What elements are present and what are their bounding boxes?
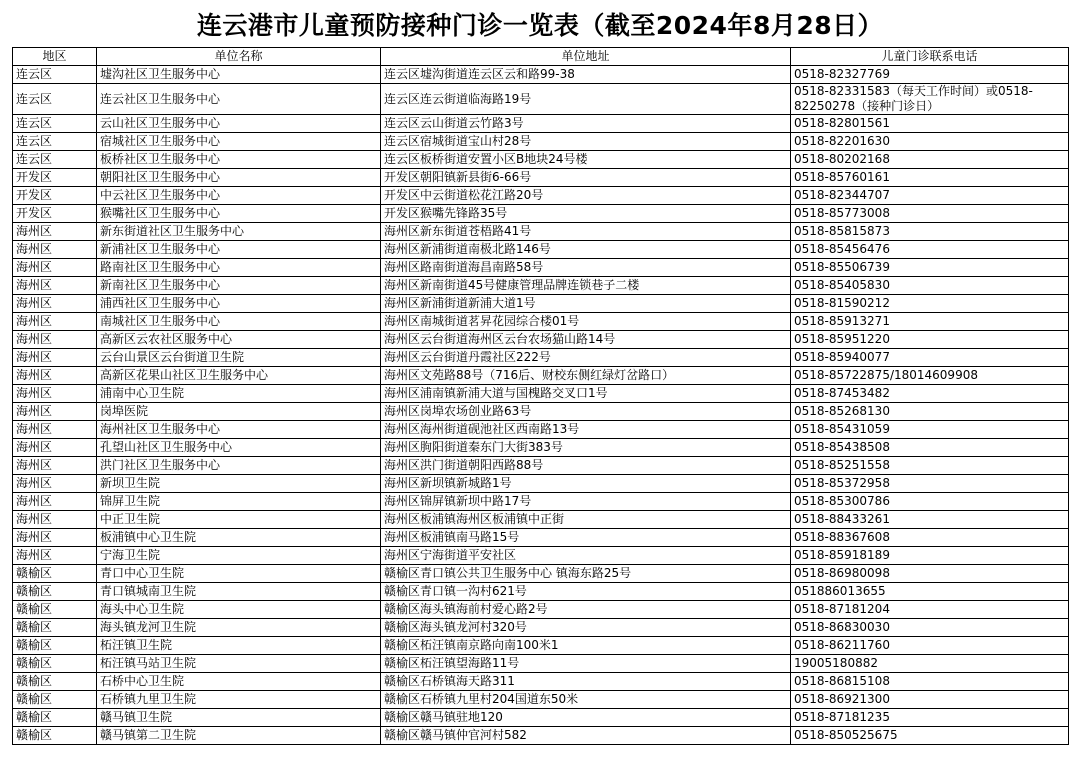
cell-unit-address: 开发区猴嘴先锋路35号: [381, 205, 791, 223]
table-row: [13, 673, 1069, 691]
cell-unit-name: 高新区云农社区服务中心: [97, 331, 381, 349]
table-row: [13, 367, 1069, 385]
cell-region: 海州区: [13, 241, 97, 259]
cell-phone: 0518-87181204: [791, 601, 1069, 619]
cell-phone: 19005180882: [791, 655, 1069, 673]
cell-phone: 0518-85431059: [791, 421, 1069, 439]
table-row: [13, 601, 1069, 619]
table-row: [13, 385, 1069, 403]
table-row: [13, 151, 1069, 169]
cell-unit-address: 开发区中云街道松花江路20号: [381, 187, 791, 205]
cell-unit-name: 连云社区卫生服务中心: [97, 84, 381, 115]
table-row: [13, 493, 1069, 511]
cell-unit-address: 赣榆区青口镇一沟村621号: [381, 583, 791, 601]
cell-unit-name: 新浦社区卫生服务中心: [97, 241, 381, 259]
cell-unit-address: 赣榆区海头镇海前村爱心路2号: [381, 601, 791, 619]
cell-phone: 0518-88433261: [791, 511, 1069, 529]
table-row: [13, 691, 1069, 709]
cell-phone: 051886013655: [791, 583, 1069, 601]
cell-region: 开发区: [13, 187, 97, 205]
cell-unit-address: 海州区浦南镇新浦大道与国槐路交叉口1号: [381, 385, 791, 403]
cell-unit-address: 赣榆区海头镇龙河村320号: [381, 619, 791, 637]
cell-unit-address: 连云区墟沟街道连云区云和路99-38: [381, 66, 791, 84]
cell-region: 海州区: [13, 403, 97, 421]
cell-phone: 0518-85506739: [791, 259, 1069, 277]
cell-phone: 0518-85405830: [791, 277, 1069, 295]
cell-region: 海州区: [13, 223, 97, 241]
cell-phone: 0518-85300786: [791, 493, 1069, 511]
cell-phone: 0518-850525675: [791, 727, 1069, 745]
cell-region: 海州区: [13, 313, 97, 331]
cell-phone: 0518-85372958: [791, 475, 1069, 493]
table-row: [13, 313, 1069, 331]
cell-region: 海州区: [13, 385, 97, 403]
table-row: [13, 84, 1069, 115]
cell-unit-name: 赣马镇卫生院: [97, 709, 381, 727]
table-row: [13, 709, 1069, 727]
cell-region: 海州区: [13, 529, 97, 547]
cell-region: 赣榆区: [13, 655, 97, 673]
cell-unit-name: 猴嘴社区卫生服务中心: [97, 205, 381, 223]
cell-unit-address: 海州区云台街道丹霞社区222号: [381, 349, 791, 367]
cell-region: 海州区: [13, 421, 97, 439]
table-row: [13, 511, 1069, 529]
table-row: [13, 619, 1069, 637]
cell-region: 赣榆区: [13, 601, 97, 619]
cell-unit-name: 新坝卫生院: [97, 475, 381, 493]
table-row: [13, 349, 1069, 367]
cell-unit-address: 开发区朝阳镇新县街6-66号: [381, 169, 791, 187]
cell-region: 海州区: [13, 475, 97, 493]
cell-unit-name: 石桥中心卫生院: [97, 673, 381, 691]
cell-unit-name: 海头中心卫生院: [97, 601, 381, 619]
cell-phone: 0518-88367608: [791, 529, 1069, 547]
table-row: [13, 439, 1069, 457]
cell-phone: 0518-85251558: [791, 457, 1069, 475]
cell-region: 海州区: [13, 439, 97, 457]
table-row: [13, 115, 1069, 133]
cell-unit-name: 中正卫生院: [97, 511, 381, 529]
cell-unit-address: 海州区宁海街道平安社区: [381, 547, 791, 565]
cell-region: 海州区: [13, 457, 97, 475]
cell-phone: 0518-86980098: [791, 565, 1069, 583]
cell-unit-address: 赣榆区柘汪镇南京路向南100米1: [381, 637, 791, 655]
cell-phone: 0518-85815873: [791, 223, 1069, 241]
table-header: [13, 48, 1069, 66]
cell-region: 海州区: [13, 259, 97, 277]
cell-region: 连云区: [13, 84, 97, 115]
cell-unit-address: 海州区新坝镇新城路1号: [381, 475, 791, 493]
cell-unit-address: 海州区板浦镇海州区板浦镇中正街: [381, 511, 791, 529]
table-row: [13, 133, 1069, 151]
cell-unit-address: 连云区云山街道云竹路3号: [381, 115, 791, 133]
table-row: [13, 223, 1069, 241]
cell-unit-address: 海州区板浦镇南马路15号: [381, 529, 791, 547]
cell-phone: 0518-87453482: [791, 385, 1069, 403]
cell-phone: 0518-85940077: [791, 349, 1069, 367]
header-phone: 儿童门诊联系电话: [791, 48, 1069, 66]
cell-unit-name: 柘汪镇卫生院: [97, 637, 381, 655]
cell-region: 连云区: [13, 151, 97, 169]
cell-phone: 0518-86815108: [791, 673, 1069, 691]
cell-unit-name: 南城社区卫生服务中心: [97, 313, 381, 331]
cell-unit-address: 赣榆区石桥镇海天路311: [381, 673, 791, 691]
cell-region: 开发区: [13, 205, 97, 223]
header-unit-name: 单位名称: [97, 48, 381, 66]
page-title: 连云港市儿童预防接种门诊一览表（截至2024年8月28日）: [196, 11, 884, 40]
cell-unit-name: 新东街道社区卫生服务中心: [97, 223, 381, 241]
cell-unit-name: 墟沟社区卫生服务中心: [97, 66, 381, 84]
cell-unit-address: 海州区洪门街道朝阳西路88号: [381, 457, 791, 475]
cell-region: 海州区: [13, 547, 97, 565]
cell-unit-name: 浦南中心卫生院: [97, 385, 381, 403]
cell-unit-address: 海州区岗埠农场创业路63号: [381, 403, 791, 421]
cell-phone: 0518-82331583（每天工作时间）或0518-82250278（接种门诊日）: [791, 84, 1069, 115]
cell-phone: 0518-80202168: [791, 151, 1069, 169]
cell-unit-address: 海州区南城街道茗昇花园综合楼01号: [381, 313, 791, 331]
table-row: [13, 277, 1069, 295]
cell-unit-address: 赣榆区青口镇公共卫生服务中心 镇海东路25号: [381, 565, 791, 583]
cell-region: 连云区: [13, 133, 97, 151]
cell-phone: 0518-85773008: [791, 205, 1069, 223]
table-row: [13, 66, 1069, 84]
cell-unit-name: 石桥镇九里卫生院: [97, 691, 381, 709]
table-row: [13, 547, 1069, 565]
cell-unit-name: 洪门社区卫生服务中心: [97, 457, 381, 475]
cell-region: 赣榆区: [13, 637, 97, 655]
table-row: [13, 637, 1069, 655]
cell-unit-address: 赣榆区赣马镇驻地120: [381, 709, 791, 727]
table-row: [13, 583, 1069, 601]
cell-unit-address: 连云区连云街道临海路19号: [381, 84, 791, 115]
cell-region: 海州区: [13, 349, 97, 367]
cell-region: 赣榆区: [13, 619, 97, 637]
cell-phone: 0518-82801561: [791, 115, 1069, 133]
cell-region: 开发区: [13, 169, 97, 187]
cell-region: 海州区: [13, 277, 97, 295]
cell-phone: 0518-85456476: [791, 241, 1069, 259]
cell-unit-address: 海州区锦屏镇新坝中路17号: [381, 493, 791, 511]
cell-unit-address: 海州区新浦街道南极北路146号: [381, 241, 791, 259]
table-row: [13, 259, 1069, 277]
cell-region: 海州区: [13, 493, 97, 511]
cell-unit-name: 宿城社区卫生服务中心: [97, 133, 381, 151]
cell-phone: 0518-85951220: [791, 331, 1069, 349]
table-row: [13, 655, 1069, 673]
table-row: [13, 403, 1069, 421]
cell-unit-name: 柘汪镇马站卫生院: [97, 655, 381, 673]
cell-unit-name: 浦西社区卫生服务中心: [97, 295, 381, 313]
cell-region: 连云区: [13, 115, 97, 133]
cell-region: 赣榆区: [13, 691, 97, 709]
cell-unit-name: 高新区花果山社区卫生服务中心: [97, 367, 381, 385]
header-region: 地区: [13, 48, 97, 66]
cell-phone: 0518-87181235: [791, 709, 1069, 727]
cell-unit-name: 云山社区卫生服务中心: [97, 115, 381, 133]
cell-phone: 0518-85918189: [791, 547, 1069, 565]
header-row: [13, 48, 1069, 66]
cell-unit-name: 板浦镇中心卫生院: [97, 529, 381, 547]
cell-unit-name: 海头镇龙河卫生院: [97, 619, 381, 637]
cell-region: 赣榆区: [13, 709, 97, 727]
table-row: [13, 295, 1069, 313]
cell-unit-address: 海州区云台街道海州区云台农场猫山路14号: [381, 331, 791, 349]
cell-unit-name: 锦屏卫生院: [97, 493, 381, 511]
cell-unit-address: 连云区宿城街道宝山村28号: [381, 133, 791, 151]
cell-unit-name: 赣马镇第二卫生院: [97, 727, 381, 745]
cell-unit-name: 海州社区卫生服务中心: [97, 421, 381, 439]
cell-unit-name: 朝阳社区卫生服务中心: [97, 169, 381, 187]
cell-unit-address: 海州区新浦街道新浦大道1号: [381, 295, 791, 313]
cell-unit-address: 赣榆区赣马镇仲官河村582: [381, 727, 791, 745]
cell-phone: 0518-85268130: [791, 403, 1069, 421]
cell-region: 赣榆区: [13, 583, 97, 601]
table-row: [13, 241, 1069, 259]
cell-phone: 0518-85760161: [791, 169, 1069, 187]
cell-region: 海州区: [13, 511, 97, 529]
table-row: [13, 169, 1069, 187]
cell-region: 赣榆区: [13, 565, 97, 583]
cell-phone: 0518-81590212: [791, 295, 1069, 313]
table-row: [13, 727, 1069, 745]
cell-phone: 0518-82327769: [791, 66, 1069, 84]
cell-unit-name: 宁海卫生院: [97, 547, 381, 565]
cell-unit-address: 海州区朐阳街道秦东门大街383号: [381, 439, 791, 457]
cell-unit-address: 赣榆区柘汪镇望海路11号: [381, 655, 791, 673]
cell-phone: 0518-86211760: [791, 637, 1069, 655]
cell-phone: 0518-85722875/18014609908: [791, 367, 1069, 385]
cell-unit-address: 海州区新南街道45号健康管理品牌连锁巷子二楼: [381, 277, 791, 295]
cell-unit-address: 连云区板桥街道安置小区B地块24号楼: [381, 151, 791, 169]
cell-region: 赣榆区: [13, 727, 97, 745]
cell-region: 海州区: [13, 331, 97, 349]
cell-unit-name: 青口镇城南卫生院: [97, 583, 381, 601]
cell-unit-address: 海州区新东街道苍梧路41号: [381, 223, 791, 241]
cell-unit-name: 中云社区卫生服务中心: [97, 187, 381, 205]
cell-unit-name: 新南社区卫生服务中心: [97, 277, 381, 295]
table-row: [13, 205, 1069, 223]
cell-phone: 0518-82201630: [791, 133, 1069, 151]
cell-region: 海州区: [13, 295, 97, 313]
clinic-table: [12, 47, 1069, 745]
cell-unit-name: 路南社区卫生服务中心: [97, 259, 381, 277]
cell-unit-name: 青口中心卫生院: [97, 565, 381, 583]
table-row: [13, 187, 1069, 205]
cell-phone: 0518-86830030: [791, 619, 1069, 637]
cell-unit-address: 海州区海州街道砚池社区西南路13号: [381, 421, 791, 439]
cell-region: 赣榆区: [13, 673, 97, 691]
table-row: [13, 529, 1069, 547]
cell-unit-name: 岗埠医院: [97, 403, 381, 421]
cell-phone: 0518-85438508: [791, 439, 1069, 457]
cell-unit-address: 海州区文苑路88号（716后、财校东侧红绿灯岔路口）: [381, 367, 791, 385]
cell-unit-address: 海州区路南街道海昌南路58号: [381, 259, 791, 277]
table-row: [13, 421, 1069, 439]
cell-unit-name: 板桥社区卫生服务中心: [97, 151, 381, 169]
cell-region: 连云区: [13, 66, 97, 84]
cell-phone: 0518-86921300: [791, 691, 1069, 709]
table-row: [13, 331, 1069, 349]
table-body: [13, 66, 1069, 745]
header-unit-address: 单位地址: [381, 48, 791, 66]
table-row: [13, 457, 1069, 475]
table-row: [13, 475, 1069, 493]
cell-phone: 0518-82344707: [791, 187, 1069, 205]
cell-unit-name: 孔望山社区卫生服务中心: [97, 439, 381, 457]
cell-region: 海州区: [13, 367, 97, 385]
cell-unit-address: 赣榆区石桥镇九里村204国道东50米: [381, 691, 791, 709]
table-row: [13, 565, 1069, 583]
cell-phone: 0518-85913271: [791, 313, 1069, 331]
cell-unit-name: 云台山景区云台街道卫生院: [97, 349, 381, 367]
